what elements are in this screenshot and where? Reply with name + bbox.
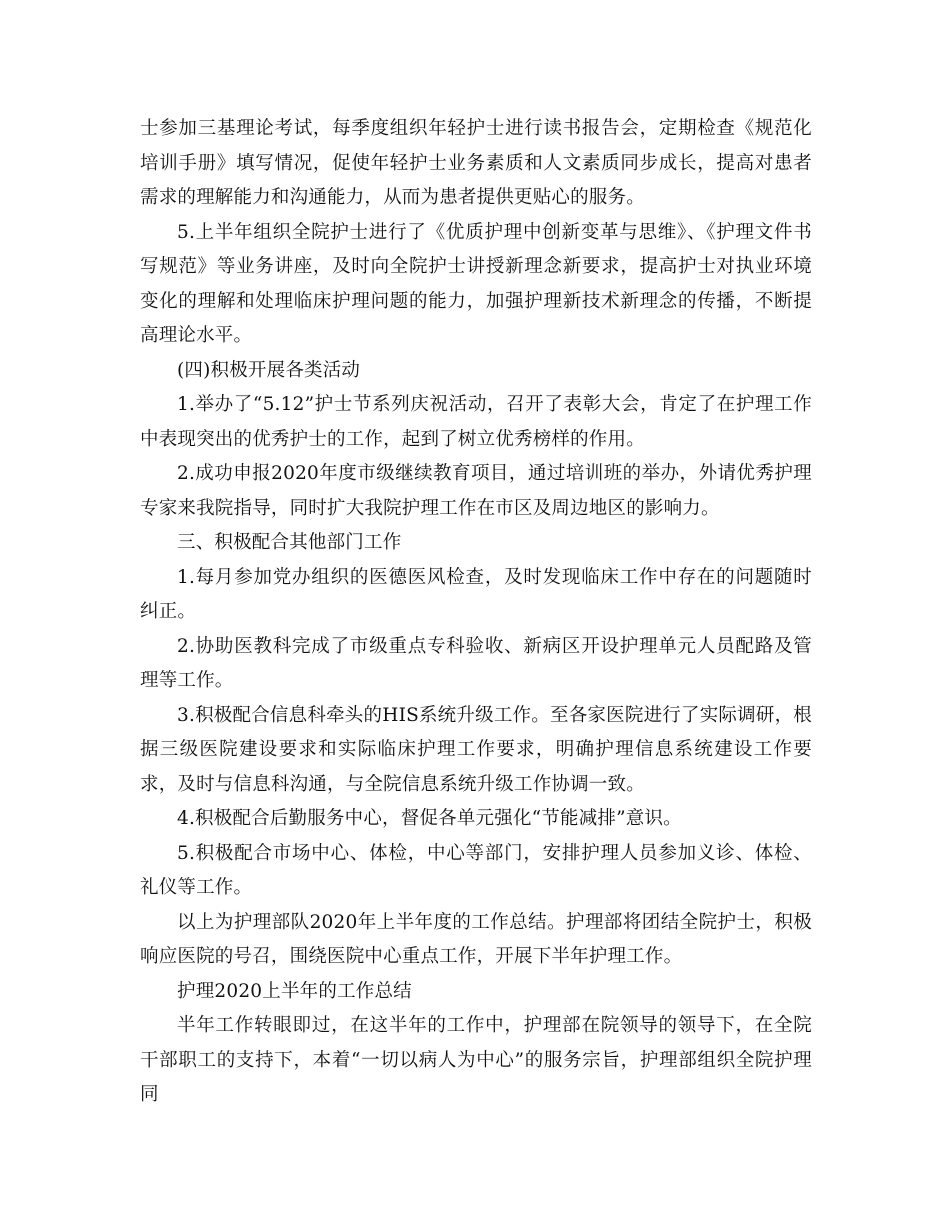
paragraph-cooperation-1: 1.每月参加党办组织的医德医风检查，及时发现临床工作中存在的问题随时纠正。 (140, 566, 812, 622)
paragraph-cooperation-4: 4.积极配合后勤服务中心，督促各单元强化“节能减排”意识。 (177, 808, 682, 829)
paragraph-summary: 以上为护理部队2020年上半年度的工作总结。护理部将团结全院护士，积极响应医院的号召，围绕医院中心重点工作，开展下半年护理工作。 (140, 911, 812, 967)
section-heading-cooperation: 三、积极配合其他部门工作 (177, 532, 402, 553)
paragraph-activity-2: 2.成功申报2020年度市级继续教育项目，通过培训班的举办，外请优秀护理专家来我院指导，同时扩大我院护理工作在市区及周边地区的影响力。 (140, 463, 812, 519)
paragraph-cooperation-5: 5.积极配合市场中心、体检，中心等部门，安排护理人员参加义诊、体检、礼仪等工作。 (140, 842, 812, 898)
section-title-new-summary: 护理2020上半年的工作总结 (177, 980, 412, 1002)
paragraph-continuation: 士参加三基理论考试，每季度组织年轻护士进行读书报告会，定期检查《规范化培训手册》填写情况，促使年轻护士业务素质和人文素质同步成长，提高对患者需求的理解能力和沟通能力，从而为患者提供更贴心的服务。 (140, 118, 812, 208)
paragraph-activity-1: 1.举办了“5.12”护士节系列庆祝活动，召开了表彰大会，肯定了在护理工作中表现突出的优秀护士的工作，起到了树立优秀榜样的作用。 (140, 394, 812, 450)
section-heading-activities: (四)积极开展各类活动 (177, 359, 361, 381)
paragraph-intro: 半年工作转眼即过，在这半年的工作中，护理部在院领导的领导下，在全院干部职工的支持下，本着“一切以病人为中心”的服务宗旨，护理部组织全院护理同 (140, 1015, 812, 1105)
paragraph-item-5-lectures: 5.上半年组织全院护士进行了《优质护理中创新变革与思维》、《护理文件书写规范》等业务讲座，及时向全院护士讲授新理念新要求，提高护士对执业环境变化的理解和处理临床护理问题的能力，加强护理新技术新理念的传播，不断提高理论水平。 (140, 221, 812, 346)
paragraph-cooperation-2: 2.协助医教科完成了市级重点专科验收、新病区开设护理单元人员配路及管理等工作。 (140, 635, 812, 691)
paragraph-cooperation-3: 3.积极配合信息科牵头的HIS系统升级工作。至各家医院进行了实际调研，根据三级医院建设要求和实际临床护理工作要求，明确护理信息系统建设工作要求，及时与信息科沟通，与全院信息系统升级工作协调一致。 (140, 704, 812, 795)
document-body (140, 112, 812, 1113)
